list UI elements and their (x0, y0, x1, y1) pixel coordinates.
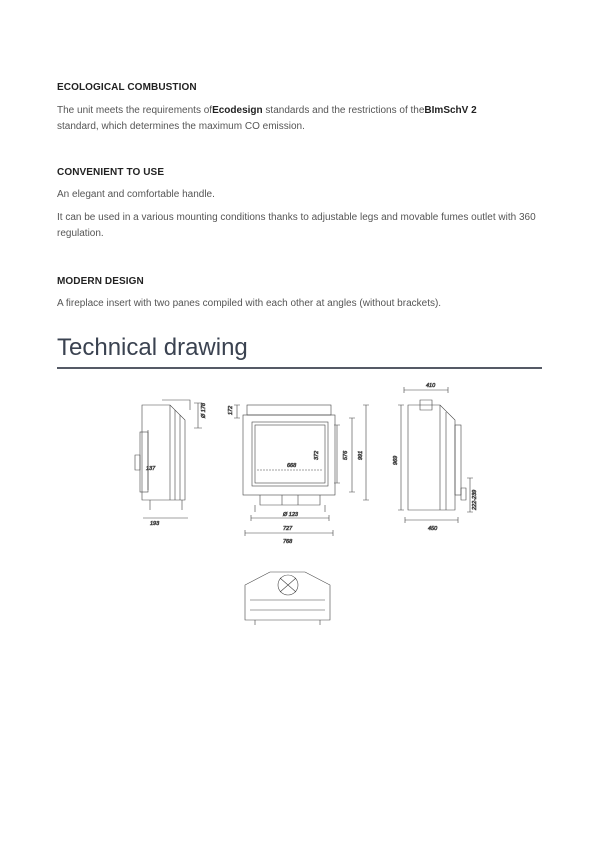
bold-ecodesign: Ecodesign (212, 105, 263, 116)
dim-air-inlet-diameter: Ø 123 (283, 512, 298, 518)
side-view-left (135, 400, 202, 518)
paragraph-handle: An elegant and comfortable handle. (57, 189, 215, 200)
heading-modern: MODERN DESIGN (57, 276, 144, 287)
heading-ecological: ECOLOGICAL COMBUSTION (57, 82, 197, 93)
dim-top-depth: 410 (426, 383, 436, 389)
dim-total-depth: 450 (428, 526, 438, 532)
text-segment: standards and the restrictions of the (262, 105, 425, 116)
dim-total-height: 991 (358, 450, 364, 460)
dim-side-height: 969 (393, 455, 399, 465)
dim-glass-height: 372 (314, 450, 320, 460)
dim-body-height: 576 (343, 450, 349, 460)
text-segment: The unit meets the requirements of (57, 105, 213, 116)
top-view (245, 572, 330, 625)
dim-top-height: 172 (228, 405, 234, 415)
dim-handle-offset: 137 (146, 466, 156, 472)
dim-leg-height: 222-239 (472, 489, 478, 510)
heading-convenient: CONVENIENT TO USE (57, 167, 165, 178)
technical-drawing-title: Technical drawing (57, 334, 248, 361)
bold-bimschv: BImSchV 2 (424, 105, 477, 116)
text-segment: standard, which determines the maximum CO emission. (57, 121, 305, 132)
side-view-right (398, 387, 473, 523)
dim-glass-width: 668 (287, 463, 297, 469)
dim-total-width: 768 (283, 539, 293, 545)
dim-side-depth: 193 (150, 521, 160, 527)
paragraph-mounting: It can be used in a various mounting conditions thanks to adjustable legs and movable fumes outlet with 360 regulation. (57, 212, 536, 239)
dim-outlet-diameter-side: Ø 178 (201, 403, 207, 418)
dim-leg-span: 727 (283, 526, 293, 532)
front-view (234, 405, 369, 536)
paragraph-modern: A fireplace insert with two panes compiled with each other at angles (without brackets). (57, 298, 442, 309)
